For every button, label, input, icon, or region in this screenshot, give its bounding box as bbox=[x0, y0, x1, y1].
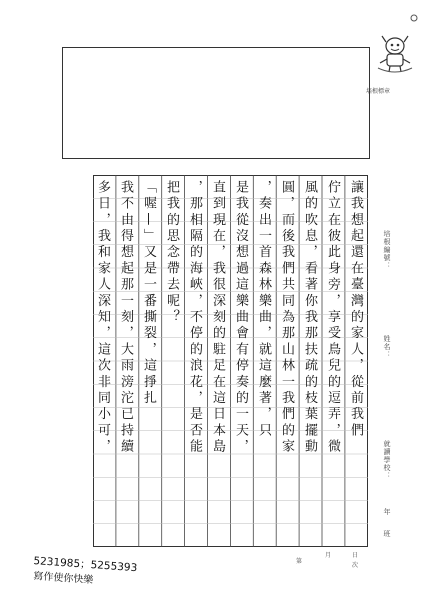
score-box bbox=[62, 47, 370, 159]
day-label: 日 bbox=[352, 552, 359, 559]
corner-mark-icon bbox=[410, 14, 418, 22]
essay-column-5: ，奏出一首森林樂曲，就這麼著，只 bbox=[256, 180, 271, 440]
essay-column-8: ，那相隔的海峽，不停的浪花，是否能 bbox=[187, 180, 202, 456]
name-label: 姓名： bbox=[383, 335, 391, 359]
essay-column-11: 我不由得想起那一刻，大雨滂沱已持續 bbox=[118, 180, 133, 456]
month-label: 月 bbox=[325, 552, 332, 559]
school-label: 就讀學校： bbox=[383, 440, 391, 480]
essay-column-2: 佇立在彼此身旁，享受鳥兒的逗弄，微 bbox=[325, 180, 340, 456]
essay-column-4: 圓，而後我們共同為那山林一我們的家 bbox=[279, 180, 294, 456]
week-label: 第 bbox=[296, 558, 303, 565]
essay-column-7: 直到現在，我很深刻的駐足在這日本島 bbox=[210, 180, 225, 456]
grade-label: 年 bbox=[383, 508, 391, 516]
essay-column-12: 多日，我和家人深知，這次非同小可， bbox=[95, 180, 110, 456]
essay-column-6: 是我從沒想過這樂曲會有停奏的一天， bbox=[233, 180, 248, 456]
footer-slogan: 寫作使你快樂 bbox=[32, 570, 94, 587]
footer-code: 5231985；5255393 bbox=[33, 554, 138, 575]
essay-column-1: 讓我想起還在臺灣的家人，從前我們 bbox=[348, 180, 363, 440]
class-label: 班 bbox=[383, 530, 391, 538]
id-label: 培根編號： bbox=[383, 230, 391, 270]
time-label: 次 bbox=[352, 562, 359, 569]
cartoon-mascot-icon bbox=[375, 32, 415, 74]
essay-column-9: 把我的思念帶去呢？ bbox=[164, 180, 179, 326]
essay-column-3: 風的吹息，看著你我那扶疏的枝葉擺動 bbox=[302, 180, 317, 456]
stamp-label: 培根標章 bbox=[366, 88, 391, 95]
essay-column-10: 「喔—」又是一番撕裂，這掙扎 bbox=[141, 180, 156, 407]
